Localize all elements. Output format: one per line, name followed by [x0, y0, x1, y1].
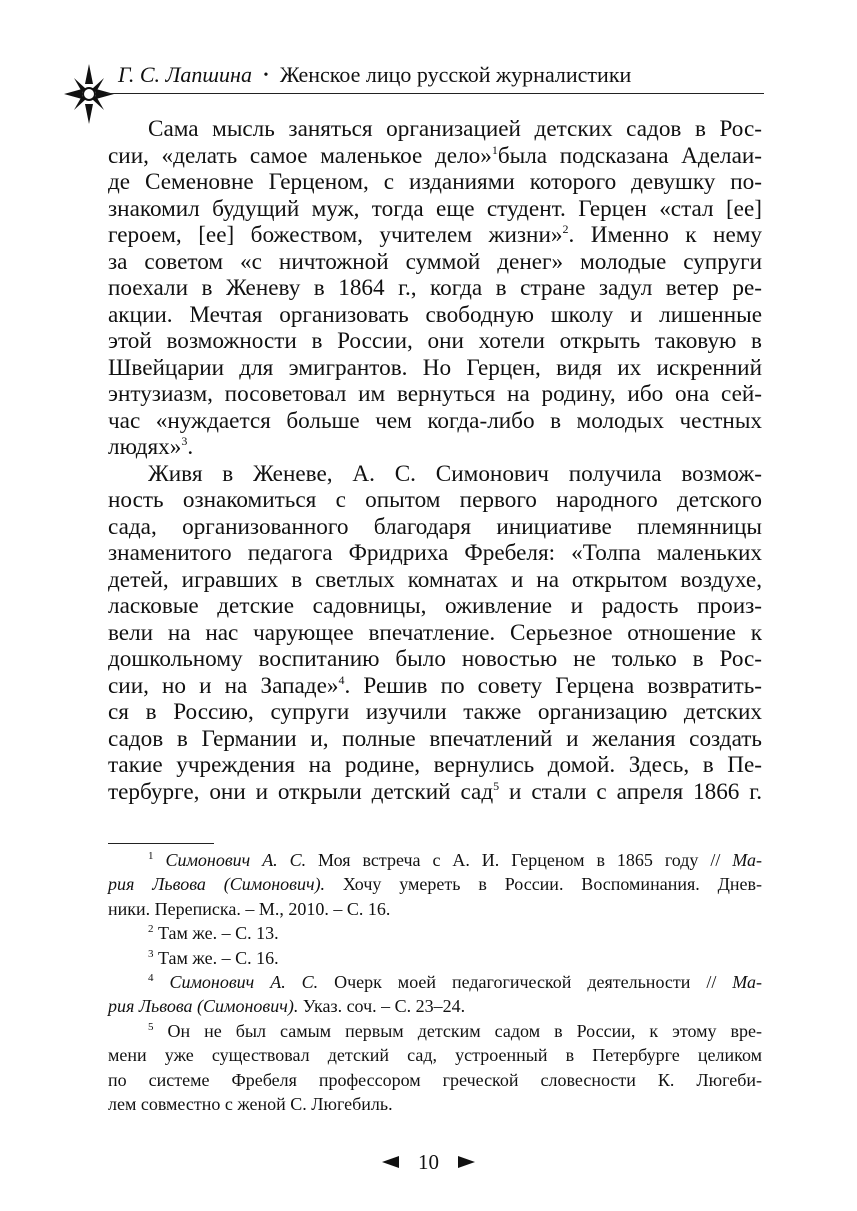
text-line: этой возможности в России, они хотели открыть таковую в: [108, 328, 762, 354]
footnote-ref: 4: [338, 672, 345, 687]
header-rule: [106, 93, 764, 94]
footnote-line: $^2$ Там же. – С. 13.: [148, 923, 279, 944]
text-line: поехали в Женеву в 1864 г., когда в стране задул ветер ре-: [108, 275, 762, 301]
text-line: героем, [ее] божеством, учителем жизни»$^2$. Именно к нему: [108, 222, 763, 248]
footnote-line: $^4$ Симонович А. С. Очерк моей педагогической деятельности // Ма-: [148, 972, 762, 993]
footnote-line: лем совместно с женой С. Люгебиль.: [108, 1094, 393, 1115]
text-line: сии, но и на Западе»$^4$. Решив по совету Герцена возвратить-: [108, 672, 762, 699]
text-line: ласковые детские садовницы, оживление и радость произ-: [108, 593, 762, 619]
text-line: акции. Мечтая организовать свободную школу и лишенные: [108, 301, 762, 328]
header-separator: •: [263, 68, 269, 83]
text-line: знаменитого педагога Фридриха Фребеля: «Толпа маленьких: [108, 540, 762, 566]
footnote-line: мени уже существовал детский сад, устроенный в Петербурге целиком: [108, 1045, 762, 1066]
text-line: сии, «делать самое маленькое дело»$^1$была подсказана Аделаи-: [108, 142, 762, 169]
text-line: де Семеновне Герценом, с изданиями которого девушку по-: [108, 169, 762, 195]
footnote-line: по системе Фребеля профессором греческой словесности К. Люгеби-: [108, 1069, 762, 1090]
triangle-left-icon: [382, 1156, 399, 1168]
text-line: дошкольному воспитанию было новостью не только в Рос-: [108, 646, 762, 672]
main-text: [108, 116, 762, 805]
text-line: ность ознакомиться с опытом первого народного детского: [108, 487, 762, 513]
text-line: вели на нас чарующее впечатление. Серьезное отношение к: [108, 619, 762, 646]
footnote-line: $^5$ Он не был самым первым детским садом в России, к этому вре-: [148, 1020, 762, 1041]
text-line: знакомил будущий муж, тогда еще студент. Герцен «стал [ее]: [108, 195, 762, 222]
footnote-line: рия Львова (Симонович). Хочу умереть в России. Воспоминания. Днев-: [108, 874, 762, 895]
page-footer: [0, 1148, 857, 1175]
footnote-ref: 2: [562, 222, 569, 236]
text-line: Швейцарии для эмигрантов. Но Герцен, видя их искренний: [108, 354, 762, 381]
footnote-ref: 5: [493, 778, 500, 793]
text-line: такие учреждения на родине, вернулись домой. Здесь, в Пе-: [108, 752, 762, 778]
text-line: сада, организованного благодаря инициативе племянницы: [108, 513, 762, 540]
text-line: Сама мысль заняться организацией детских садов в Рос-: [148, 116, 762, 142]
footnote-ref: 3: [181, 434, 188, 448]
text-line: час «нуждается больше чем когда-либо в молодых честных: [108, 407, 762, 434]
header-author: Г. С. Лапшина: [118, 62, 252, 87]
footnote-line: $^1$ Симонович А. С. Моя встреча с А. И. Герценом в 1865 году // Ма-: [148, 850, 763, 870]
footnotes: [108, 848, 762, 1116]
text-line: энтузиазм, посоветовал им вернуться на родину, ибо она сей-: [108, 381, 762, 407]
footnote-line: ники. Переписка. – М., 2010. – С. 16.: [108, 898, 391, 919]
page-number: 10: [418, 1149, 439, 1174]
text-line: за советом «с ничтожной суммой денег» молодые супруги: [108, 248, 762, 275]
triangle-right-icon: [458, 1156, 475, 1168]
footnote-rule: [108, 843, 214, 844]
footnote-ref: 1: [491, 142, 498, 157]
text-line: детей, игравших в светлых комнатах и на открытом воздухе,: [108, 566, 762, 593]
text-line: Живя в Женеве, А. С. Симонович получила возмож-: [148, 460, 762, 487]
running-header: [118, 62, 631, 88]
footnote-line: $^3$ Там же. – С. 16.: [148, 947, 279, 968]
text-line: людях»$^3$.: [108, 434, 194, 460]
text-line: тербурге, они и открыли детский сад$^5$ и стали с апреля 1866 г.: [108, 778, 762, 805]
compass-ornament-icon: [64, 64, 114, 124]
text-line: ся в Россию, супруги изучили также организацию детских: [108, 699, 762, 725]
header-title: Женское лицо русской журналистики: [279, 62, 632, 87]
footnote-line: рия Львова (Симонович). Указ. соч. – С. 23–24.: [108, 996, 466, 1017]
text-line: садов в Германии и, полные впечатлений и желания создать: [108, 725, 762, 752]
